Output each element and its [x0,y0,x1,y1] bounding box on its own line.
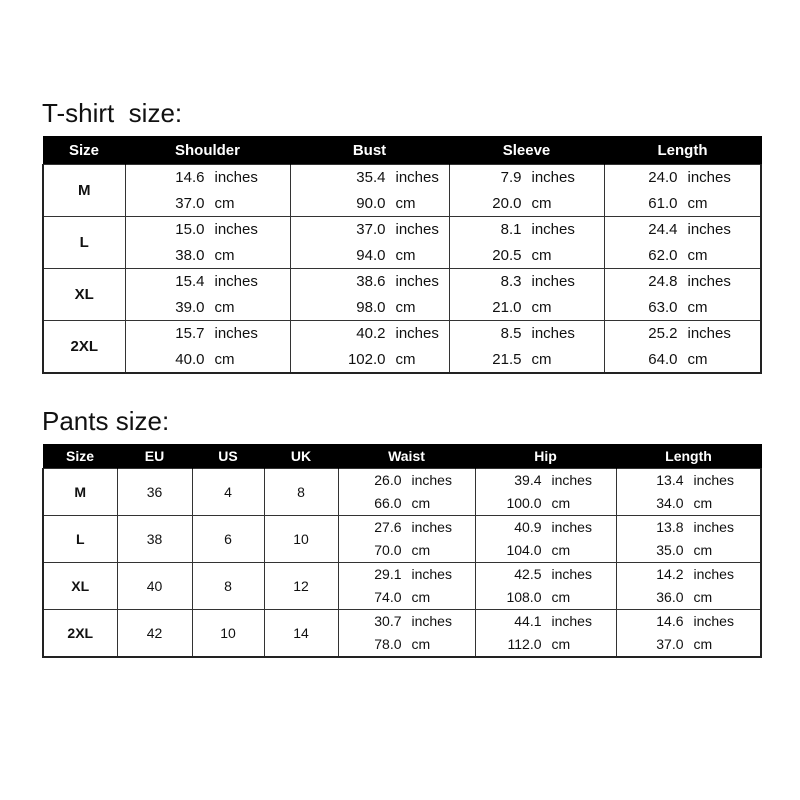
cm-line [476,586,616,609]
inches-unit: inches [551,613,592,629]
measurement-cell [616,610,761,658]
cm-value: 35.0 [656,542,684,558]
measurement-pair [339,610,475,656]
header-size: Size [43,136,125,165]
inches-unit: inches [214,169,258,187]
cm-unit: cm [551,495,571,511]
measurement-pair [339,469,475,515]
cm-value: 37.0 [656,636,684,652]
cm-value: 38.0 [175,246,205,264]
uk-size: 8 [264,469,338,516]
inches-value: 39.4 [514,472,542,488]
measurement-cell [125,165,290,217]
inches-value: 40.9 [514,519,542,535]
inches-unit: inches [551,472,592,488]
measurement-pair [617,516,761,562]
size-label: M [43,165,125,217]
inches-line [617,469,761,492]
measurement-cell [290,165,449,217]
cm-unit: cm [411,636,431,652]
size-label: 2XL [43,610,117,658]
inches-line [450,217,604,242]
measurement-pair [339,516,475,562]
header-size: Size [43,444,117,469]
cm-value: 20.0 [492,194,522,212]
cm-value: 21.0 [492,298,522,316]
cm-value: 98.0 [356,298,386,316]
cm-value: 40.0 [175,350,205,368]
header-waist: Waist [338,444,475,469]
measurement-pair [617,610,761,656]
inches-line [450,269,604,294]
inches-value: 15.0 [175,221,205,239]
cm-line [450,243,604,268]
header-eu: EU [117,444,192,469]
measurement-pair [450,217,604,268]
measurement-pair [126,321,290,372]
inches-value: 37.0 [356,221,386,239]
cm-unit: cm [693,636,713,652]
measurement-cell [616,469,761,516]
cm-line [126,347,290,372]
cm-line [476,492,616,515]
inches-unit: inches [395,325,439,343]
measurement-pair [450,269,604,320]
measurement-pair [617,563,761,609]
cm-value: 34.0 [656,495,684,511]
pants-size-title: Pants size: [42,406,170,436]
inches-unit: inches [214,325,258,343]
table-row [43,269,761,321]
inches-unit: inches [531,169,575,187]
inches-line [617,516,761,539]
measurement-cell [449,269,604,321]
cm-line [339,586,475,609]
pants-header-row [43,444,761,469]
measurement-pair [450,165,604,216]
inches-unit: inches [687,221,731,239]
inches-unit: inches [693,566,734,582]
inches-value: 38.6 [356,273,386,291]
inches-line [126,269,290,294]
cm-unit: cm [411,495,431,511]
inches-line [291,269,449,294]
inches-line [605,321,761,346]
header-us: US [192,444,264,469]
size-label: XL [43,563,117,610]
cm-value: 37.0 [175,194,205,212]
inches-line [126,165,290,190]
size-label: L [43,516,117,563]
inches-value: 27.6 [374,519,402,535]
cm-line [450,295,604,320]
eu-size: 36 [117,469,192,516]
header-hip: Hip [475,444,616,469]
cm-unit: cm [687,194,708,212]
inches-line [291,321,449,346]
size-label: XL [43,269,125,321]
cm-line [339,633,475,656]
cm-value: 108.0 [506,589,542,605]
measurement-cell [338,563,475,610]
cm-value: 70.0 [374,542,402,558]
inches-unit: inches [411,472,452,488]
header-uk: UK [264,444,338,469]
inches-line [291,217,449,242]
cm-line [126,295,290,320]
table-row [43,563,761,610]
measurement-pair [291,321,449,372]
cm-unit: cm [531,194,552,212]
cm-unit: cm [687,298,708,316]
measurement-cell [125,321,290,374]
cm-unit: cm [551,542,571,558]
measurement-cell [290,217,449,269]
inches-line [291,165,449,190]
inches-line [617,610,761,633]
inches-value: 8.3 [500,273,522,291]
uk-size: 14 [264,610,338,658]
cm-line [605,243,761,268]
cm-line [339,492,475,515]
measurement-cell [449,165,604,217]
cm-value: 78.0 [374,636,402,652]
inches-value: 8.5 [500,325,522,343]
table-row [43,165,761,217]
measurement-cell [125,269,290,321]
header-shoulder: Shoulder [125,136,290,165]
inches-value: 29.1 [374,566,402,582]
cm-value: 112.0 [507,636,542,652]
measurement-pair [476,610,616,656]
inches-unit: inches [693,613,734,629]
measurement-cell [125,217,290,269]
inches-unit: inches [551,566,592,582]
measurement-cell [338,610,475,658]
inches-line [605,269,761,294]
measurement-pair [476,469,616,515]
inches-line [476,516,616,539]
cm-line [605,295,761,320]
cm-line [126,243,290,268]
measurement-cell [475,610,616,658]
cm-line [605,347,761,372]
inches-line [339,516,475,539]
measurement-cell [616,516,761,563]
inches-unit: inches [395,221,439,239]
inches-line [476,563,616,586]
measurement-cell [616,563,761,610]
inches-unit: inches [214,221,258,239]
uk-size: 10 [264,516,338,563]
cm-value: 62.0 [648,246,678,264]
inches-value: 8.1 [500,221,522,239]
cm-line [617,586,761,609]
inches-value: 14.2 [656,566,684,582]
inches-unit: inches [531,325,575,343]
cm-value: 74.0 [374,589,402,605]
cm-unit: cm [531,350,552,368]
header-bust: Bust [290,136,449,165]
cm-unit: cm [395,298,416,316]
cm-unit: cm [551,636,571,652]
inches-unit: inches [395,169,439,187]
inches-value: 15.4 [175,273,205,291]
cm-value: 36.0 [656,589,684,605]
inches-value: 24.8 [648,273,678,291]
cm-value: 63.0 [648,298,678,316]
inches-value: 15.7 [175,325,205,343]
header-length: Length [604,136,761,165]
cm-unit: cm [214,246,235,264]
cm-value: 21.5 [492,350,522,368]
tshirt-size-title: T-shirt size: [42,98,183,128]
table-row [43,469,761,516]
inches-value: 14.6 [175,169,205,187]
measurement-cell [338,516,475,563]
header-length: Length [616,444,761,469]
cm-value: 61.0 [648,194,678,212]
uk-size: 12 [264,563,338,610]
inches-unit: inches [693,519,734,535]
inches-line [476,610,616,633]
size-label: L [43,217,125,269]
table-row [43,217,761,269]
cm-line [476,539,616,562]
pants-size-table [42,444,762,658]
cm-value: 102.0 [347,350,386,368]
cm-unit: cm [531,298,552,316]
us-size: 6 [192,516,264,563]
inches-line [450,321,604,346]
tshirt-header-row [43,136,761,165]
cm-unit: cm [687,246,708,264]
cm-unit: cm [693,542,713,558]
inches-line [339,469,475,492]
measurement-cell [475,516,616,563]
table-row [43,516,761,563]
measurement-pair [605,269,761,320]
inches-unit: inches [687,273,731,291]
cm-unit: cm [395,350,416,368]
measurement-pair [476,563,616,609]
inches-unit: inches [411,613,452,629]
inches-value: 30.7 [374,613,402,629]
cm-line [450,191,604,216]
cm-unit: cm [693,495,713,511]
cm-value: 100.0 [506,495,542,511]
measurement-pair [291,165,449,216]
inches-line [126,321,290,346]
measurement-cell [475,469,616,516]
inches-unit: inches [551,519,592,535]
cm-unit: cm [551,589,571,605]
cm-unit: cm [395,194,416,212]
cm-line [605,191,761,216]
cm-line [617,633,761,656]
cm-unit: cm [395,246,416,264]
table-row [43,321,761,374]
measurement-cell [475,563,616,610]
cm-value: 64.0 [648,350,678,368]
us-size: 8 [192,563,264,610]
cm-value: 94.0 [356,246,386,264]
measurement-pair [605,165,761,216]
inches-value: 24.0 [648,169,678,187]
cm-unit: cm [411,542,431,558]
cm-value: 39.0 [175,298,205,316]
inches-line [605,217,761,242]
measurement-pair [605,217,761,268]
cm-value: 90.0 [356,194,386,212]
measurement-pair [291,217,449,268]
eu-size: 40 [117,563,192,610]
cm-line [291,347,449,372]
measurement-pair [126,165,290,216]
inches-value: 44.1 [514,613,542,629]
inches-line [617,563,761,586]
inches-line [476,469,616,492]
measurement-cell [449,217,604,269]
cm-line [617,539,761,562]
inches-value: 13.4 [656,472,684,488]
measurement-pair [126,217,290,268]
measurement-cell [604,269,761,321]
cm-value: 104.0 [506,542,542,558]
cm-unit: cm [214,298,235,316]
table-row [43,610,761,658]
measurement-cell [338,469,475,516]
measurement-cell [290,269,449,321]
cm-unit: cm [214,194,235,212]
measurement-pair [126,269,290,320]
cm-line [291,191,449,216]
inches-line [339,610,475,633]
us-size: 10 [192,610,264,658]
cm-line [617,492,761,515]
inches-unit: inches [687,169,731,187]
measurement-cell [604,165,761,217]
inches-line [339,563,475,586]
measurement-pair [476,516,616,562]
inches-unit: inches [531,221,575,239]
measurement-cell [290,321,449,374]
inches-line [126,217,290,242]
size-label: M [43,469,117,516]
inches-value: 7.9 [500,169,522,187]
inches-value: 40.2 [356,325,386,343]
eu-size: 42 [117,610,192,658]
eu-size: 38 [117,516,192,563]
inches-value: 13.8 [656,519,684,535]
inches-unit: inches [411,519,452,535]
inches-value: 25.2 [648,325,678,343]
cm-line [126,191,290,216]
header-sleeve: Sleeve [449,136,604,165]
cm-line [291,243,449,268]
us-size: 4 [192,469,264,516]
inches-value: 14.6 [656,613,684,629]
measurement-pair [339,563,475,609]
cm-line [339,539,475,562]
cm-line [291,295,449,320]
cm-unit: cm [531,246,552,264]
cm-line [450,347,604,372]
measurement-pair [450,321,604,372]
cm-line [476,633,616,656]
measurement-cell [449,321,604,374]
measurement-pair [605,321,761,372]
measurement-cell [604,217,761,269]
size-label: 2XL [43,321,125,374]
tshirt-size-table [42,136,762,374]
cm-unit: cm [693,589,713,605]
inches-value: 42.5 [514,566,542,582]
inches-line [450,165,604,190]
inches-value: 24.4 [648,221,678,239]
measurement-cell [604,321,761,374]
inches-unit: inches [687,325,731,343]
inches-unit: inches [411,566,452,582]
inches-unit: inches [214,273,258,291]
cm-value: 66.0 [374,495,402,511]
inches-line [605,165,761,190]
cm-unit: cm [214,350,235,368]
measurement-pair [291,269,449,320]
inches-value: 26.0 [374,472,402,488]
cm-value: 20.5 [492,246,522,264]
cm-unit: cm [411,589,431,605]
inches-unit: inches [693,472,734,488]
inches-unit: inches [395,273,439,291]
inches-unit: inches [531,273,575,291]
inches-value: 35.4 [356,169,386,187]
measurement-pair [617,469,761,515]
cm-unit: cm [687,350,708,368]
